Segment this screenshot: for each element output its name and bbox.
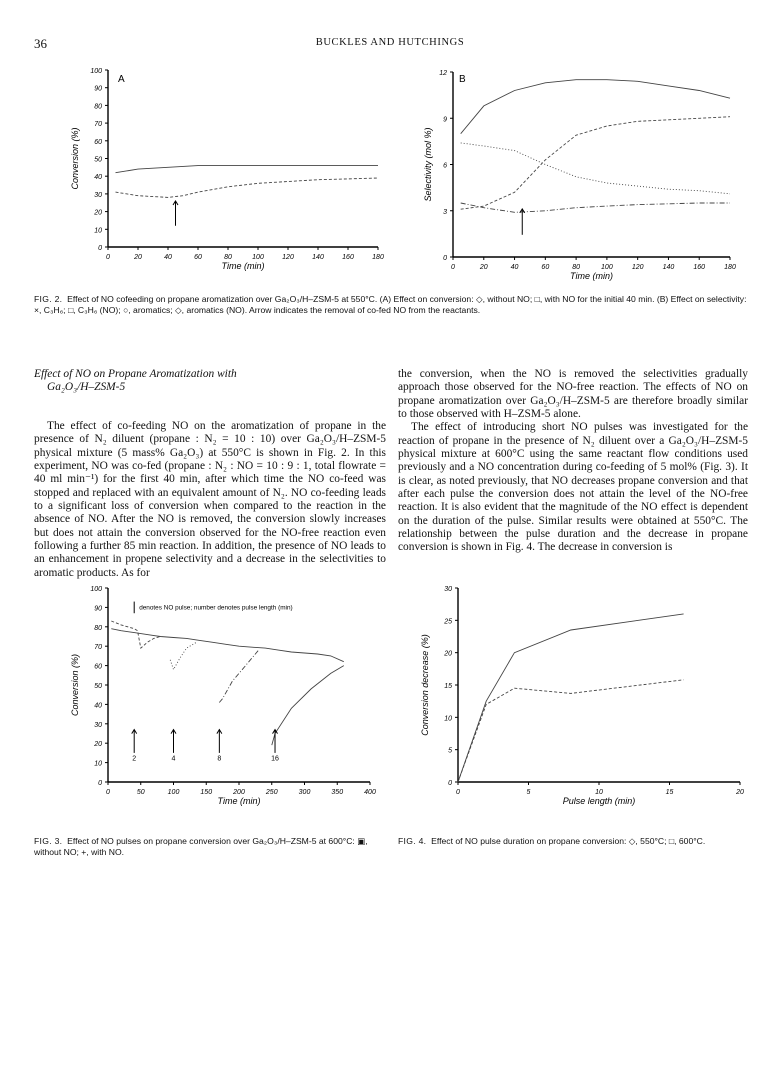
fig3-chart [60, 570, 390, 810]
x-tick-label: 20 [134, 254, 142, 261]
y-tick-label: 25 [444, 618, 452, 626]
series-line [170, 642, 196, 669]
y-tick-label: 10 [94, 760, 102, 768]
x-tick-label: 150 [200, 789, 213, 796]
y-tick-label: 20 [444, 650, 452, 658]
series-line [111, 629, 343, 662]
y-tick-label: 0 [443, 255, 447, 262]
x-tick-label: 180 [724, 264, 736, 271]
series-line [461, 203, 730, 212]
page-number: 36 [34, 36, 47, 51]
left-paragraph: The effect of co-feeding NO on the aromatization of propane in the presence of N₂ diluent (propane : N₂ = 10 : 10) over Ga₂O₃/H–ZSM-5 physical mixture (5 mass% Ga₂O₃) at 550°C is shown in Fig. 2. In this experiment, NO was co-fed (propane : N₂ : NO = 10 : 9 : 1, total flowrate = 40 ml min⁻¹) for the first 40 min, after which time the NO co-feed was stopped and replaced with an equivalent amount of N₂. NO co-feeding leads to a significant loss of conversion when compared to the reaction in the absence of NO. After the NO is removed, the conversion slowly increases but does not attain the conversion observed for the NO-free reaction even following a further 85 min reaction. In addition, the presence of NO leads to an enhancement in propene selectivity and a decrease in the selectivities to aromatic products. As for [34, 420, 386, 579]
x-tick-label: 120 [282, 254, 294, 261]
y-tick-label: 100 [90, 586, 102, 593]
x-tick-label: 160 [342, 254, 354, 261]
y-tick-label: 0 [98, 780, 102, 787]
x-tick-label: 200 [233, 789, 245, 796]
fig4-caption: FIG. 4. Effect of NO pulse duration on propane conversion: ◇, 550°C; □, 600°C. [398, 836, 706, 846]
y-tick-label: 80 [94, 624, 102, 632]
x-tick-label: 0 [106, 254, 110, 261]
series-line [219, 650, 258, 702]
y-tick-label: 40 [94, 702, 102, 710]
y-tick-label: 10 [94, 227, 102, 235]
y-tick-label: 30 [94, 721, 102, 729]
y-tick-label: 60 [94, 663, 102, 671]
x-tick-label: 5 [526, 789, 531, 796]
x-tick-label: 250 [265, 789, 278, 796]
x-tick-label: 350 [331, 789, 344, 796]
x-tick-label: 0 [451, 264, 455, 271]
fig4-chart [410, 570, 755, 810]
pulse-length-label: 16 [271, 755, 279, 763]
x-tick-label: 400 [364, 789, 376, 796]
y-tick-label: 70 [94, 121, 102, 129]
x-tick-label: 100 [601, 264, 613, 271]
x-tick-label: 140 [662, 264, 675, 271]
series-line [458, 680, 684, 782]
x-tick-label: 40 [164, 254, 172, 261]
y-tick-label: 50 [94, 683, 102, 690]
x-tick-label: 15 [665, 789, 674, 796]
series-line [461, 143, 730, 194]
running-title: BUCKLES AND HUTCHINGS [315, 37, 465, 48]
y-tick-label: 9 [443, 116, 447, 124]
series-line [116, 178, 379, 197]
y-axis-label: Conversion (%) [70, 653, 80, 717]
y-tick-label: 90 [94, 85, 102, 93]
y-tick-label: 0 [98, 245, 102, 252]
x-tick-label: 10 [595, 789, 603, 796]
y-tick-label: 50 [94, 156, 102, 164]
x-tick-label: 140 [312, 254, 324, 261]
fig3-caption: FIG. 3. Effect of NO pulses on propane conversion over Ga₂O₃/H–ZSM-5 at 600°C: ▣, without NO; +, with NO. [34, 836, 368, 857]
series-line [116, 166, 379, 173]
x-tick-label: 20 [479, 264, 488, 271]
x-tick-label: 60 [194, 254, 202, 261]
y-tick-label: 15 [444, 683, 452, 690]
x-axis-label: Pulse length (min) [562, 796, 636, 806]
y-tick-label: 10 [444, 715, 452, 723]
pulse-length-label: 2 [132, 755, 137, 763]
panel-label: A [118, 74, 125, 85]
y-tick-label: 3 [443, 208, 447, 216]
right-paragraph-2: The effect of introducing short NO pulses was investigated for the reaction of propane in the presence of N₂ diluent over a Ga₂O₃/H–ZSM-5 physical mixture at 600°C using the same reactant flow conditions used previously and a NO concentration during co-feeding of 5 mol% (Fig. 3). It is clear, as noted previously, that NO decreases propane conversion and that after each pulse the conversion does not attain the level of the NO-free reaction. It is also evident that the magnitude of the NO effect is dependent on the duration of the pulse. Similar results were obtained at 550°C. The relationship between the pulse duration and the decrease in propane conversion is shown in Fig. 4. The decrease in conversion is [398, 421, 748, 554]
y-tick-label: 5 [448, 747, 452, 755]
right-paragraph-1: the conversion, when the NO is removed the selectivities gradually approach those observed for the NO-free reaction. The effects of NO on propane aromatization over Ga₂O₃/H–ZSM-5 are therefore broadly similar to those observed with H–ZSM-5 alone. [398, 368, 748, 421]
y-tick-label: 0 [448, 780, 452, 787]
x-tick-label: 100 [252, 254, 264, 261]
x-tick-label: 100 [167, 789, 180, 796]
x-tick-label: 300 [298, 789, 311, 796]
y-tick-label: 40 [94, 174, 102, 182]
pulse-length-label: 8 [217, 755, 222, 763]
x-tick-label: 40 [510, 264, 519, 271]
y-axis-label: Conversion (%) [70, 127, 80, 190]
x-tick-label: 120 [631, 264, 644, 271]
y-tick-label: 20 [94, 209, 102, 217]
x-tick-label: 0 [106, 789, 110, 796]
y-tick-label: 20 [94, 741, 102, 749]
pulse-length-label: 4 [171, 755, 176, 763]
y-tick-label: 90 [94, 605, 102, 613]
x-tick-label: 80 [572, 264, 581, 271]
series-line [461, 117, 730, 210]
y-tick-label: 12 [439, 70, 447, 77]
y-tick-label: 30 [444, 586, 452, 593]
x-tick-label: 180 [372, 254, 384, 261]
fig2b-chart [405, 60, 745, 300]
x-axis-label: Time (min) [570, 271, 613, 281]
x-axis-label: Time (min) [221, 261, 265, 271]
y-tick-label: 60 [94, 138, 102, 146]
left-column [34, 420, 386, 580]
series-line [461, 80, 730, 134]
fig2a-chart [60, 60, 390, 300]
y-axis-label: Selectivity (mol %) [423, 127, 433, 202]
x-tick-label: 0 [456, 789, 460, 796]
x-tick-label: 80 [224, 254, 232, 261]
x-axis-label: Time (min) [217, 796, 261, 806]
y-tick-label: 6 [443, 162, 447, 170]
legend-note: denotes NO pulse; number denotes pulse length (min) [139, 604, 293, 612]
section-heading: Effect of NO on Propane Aromatization with Ga₂O₃/H–ZSM-5 [34, 368, 237, 394]
panel-label: B [459, 74, 466, 85]
fig2-caption: FIG. 2. Effect of NO cofeeding on propane aromatization over Ga₂O₃/H–ZSM-5 at 550°C. (A) Effect on conversion: ◇, without NO; □, with NO for the initial 40 min. (B) Effect on selectivity: ×, C₃H₆; □, C₃H₆ (NO); ○, aromatics; ◇, aromatics (NO). Arrow indicates the removal of co-fed NO from the reactants. [34, 294, 747, 315]
y-tick-label: 30 [94, 191, 102, 199]
series-line [111, 621, 160, 648]
y-tick-label: 80 [94, 103, 102, 111]
y-tick-label: 70 [94, 644, 102, 652]
x-tick-label: 50 [136, 789, 145, 796]
x-tick-label: 160 [693, 264, 706, 271]
x-tick-label: 60 [541, 264, 550, 271]
x-tick-label: 20 [736, 789, 744, 796]
y-axis-label: Conversion decrease (%) [420, 634, 430, 736]
y-tick-label: 100 [90, 68, 102, 75]
right-column [398, 368, 748, 555]
series-line [272, 666, 344, 746]
series-line [458, 614, 684, 782]
